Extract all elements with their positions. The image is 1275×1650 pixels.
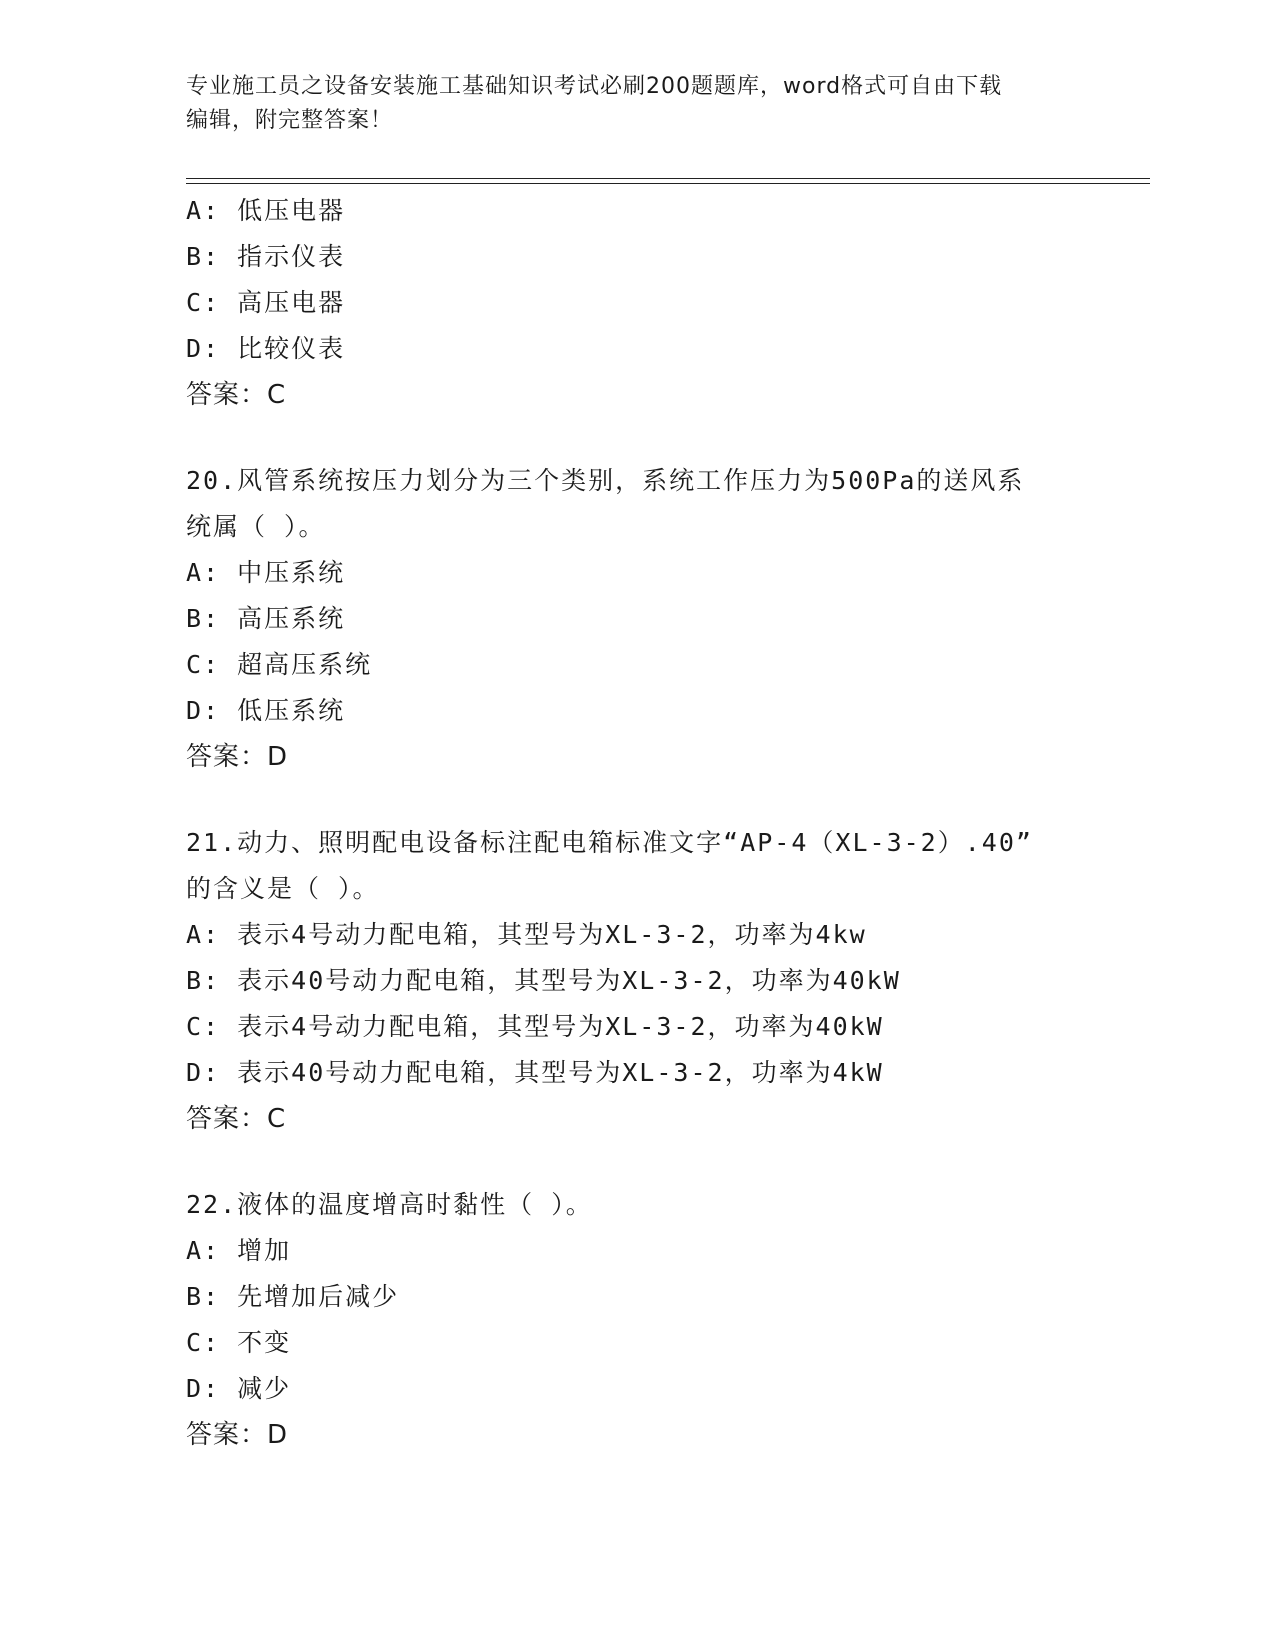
q20-option-c: C: 超高压系统 xyxy=(186,650,373,679)
question-22-block xyxy=(186,1182,1186,1458)
header-title-line-2: 编辑，附完整答案！ xyxy=(186,108,394,133)
document-header xyxy=(186,70,1086,138)
question-20-block xyxy=(186,458,1186,780)
question-19-block xyxy=(186,188,1186,418)
q22-answer: 答案：D xyxy=(186,1420,289,1450)
spacer xyxy=(186,1142,1186,1182)
q21-option-b: B: 表示40号动力配电箱，其型号为XL-3-2，功率为40kW xyxy=(186,966,901,995)
q20-option-a: A: 中压系统 xyxy=(186,558,346,587)
q19-option-c: C: 高压电器 xyxy=(186,288,346,317)
q22-option-b: B: 先增加后减少 xyxy=(186,1282,400,1311)
q19-option-d: D: 比较仪表 xyxy=(186,334,346,363)
question-21-block xyxy=(186,820,1186,1142)
q22-option-c: C: 不变 xyxy=(186,1328,292,1357)
q20-option-d: D: 低压系统 xyxy=(186,696,346,725)
q21-option-d: D: 表示40号动力配电箱，其型号为XL-3-2，功率为4kW xyxy=(186,1058,884,1087)
spacer xyxy=(186,780,1186,820)
q19-option-a: A: 低压电器 xyxy=(186,196,346,225)
spacer xyxy=(186,418,1186,458)
q20-option-b: B: 高压系统 xyxy=(186,604,346,633)
q22-stem-line-1: 22.液体的温度增高时黏性（ ）。 xyxy=(186,1190,593,1219)
header-divider-bottom xyxy=(186,183,1150,184)
q21-option-c: C: 表示4号动力配电箱，其型号为XL-3-2，功率为40kW xyxy=(186,1012,884,1041)
header-divider-top xyxy=(186,178,1150,179)
q19-answer: 答案：C xyxy=(186,380,287,410)
q21-stem-line-2: 的含义是（ ）。 xyxy=(186,874,380,903)
q22-option-a: A: 增加 xyxy=(186,1236,292,1265)
question-list xyxy=(186,188,1186,1458)
q22-option-d: D: 减少 xyxy=(186,1374,292,1403)
q20-answer: 答案：D xyxy=(186,742,289,772)
q19-option-b: B: 指示仪表 xyxy=(186,242,346,271)
q20-stem-line-1: 20.风管系统按压力划分为三个类别，系统工作压力为500Pa的送风系 xyxy=(186,466,1025,495)
q21-option-a: A: 表示4号动力配电箱，其型号为XL-3-2，功率为4kw xyxy=(186,920,867,949)
q21-stem-line-1: 21.动力、照明配电设备标注配电箱标准文字“AP-4（XL-3-2）.40” xyxy=(186,828,1033,857)
q21-answer: 答案：C xyxy=(186,1104,287,1134)
header-title-line-1: 专业施工员之设备安装施工基础知识考试必刷200题题库，word格式可自由下载 xyxy=(186,74,1003,99)
q20-stem-line-2: 统属（ ）。 xyxy=(186,512,326,541)
